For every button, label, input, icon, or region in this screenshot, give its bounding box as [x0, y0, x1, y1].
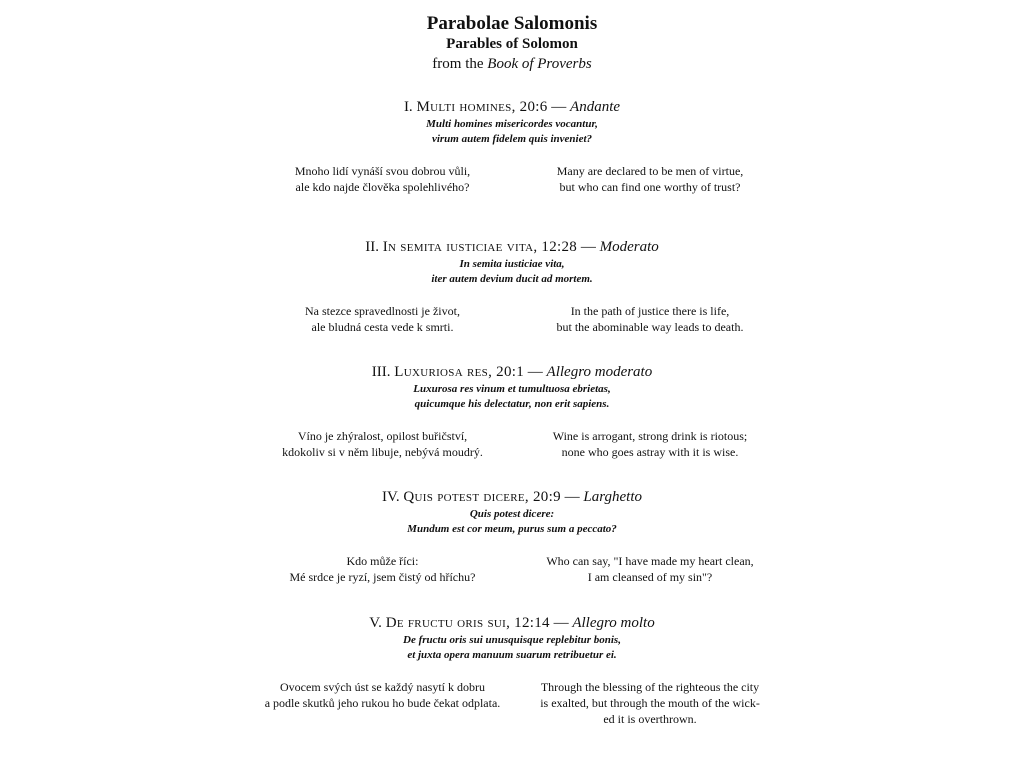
section-numeral: III.	[371, 364, 391, 380]
section-title: De fructu oris sui, 12:14	[385, 615, 550, 631]
english-translation	[500, 679, 800, 727]
page-title: Parabolae Salomonis	[426, 13, 598, 34]
section-dash: —	[580, 239, 596, 255]
latin-line: Quis potest dicere:	[469, 508, 555, 520]
section-tempo: Moderato	[599, 239, 659, 255]
section-heading	[0, 362, 1024, 382]
english-translation	[500, 303, 800, 335]
latin-line: virum autem fidelem quis inveniet?	[431, 133, 593, 145]
english-line: Through the blessing of the righteous the city	[540, 680, 760, 694]
czech-line: Mé srdce je ryzí, jsem čistý od hříchu?	[289, 570, 476, 584]
czech-translation	[230, 679, 535, 711]
czech-line: kdokoliv si v něm libuje, nebývá moudrý.	[282, 445, 483, 459]
czech-translation	[230, 553, 535, 585]
english-line: none who goes astray with it is wise.	[561, 445, 739, 459]
source-prefix: from the	[432, 56, 484, 72]
latin-line: quicumque his delectatur, non erit sapiens.	[414, 398, 610, 410]
page-subtitle: Parables of Solomon	[446, 36, 578, 52]
section-tempo: Allegro molto	[572, 615, 655, 631]
english-line: ed it is overthrown.	[603, 712, 697, 726]
czech-translation	[230, 428, 535, 460]
czech-line: Na stezce spravedlnosti je život,	[305, 304, 460, 318]
section-1	[0, 97, 1024, 213]
latin-line: In semita iusticiae vita,	[459, 258, 565, 270]
section-dash: —	[551, 99, 567, 115]
english-line: I am cleansed of my sin"?	[587, 570, 713, 584]
english-line: is exalted, but through the mouth of the wick-	[540, 696, 760, 710]
section-5	[0, 613, 1024, 729]
czech-line: Kdo může říci:	[346, 554, 419, 568]
czech-line: Mnoho lidí vynáší svou dobrou vůli,	[294, 164, 471, 178]
english-line: but the abominable way leads to death.	[556, 320, 744, 334]
section-4	[0, 487, 1024, 603]
section-title: In semita iusticiae vita, 12:28	[382, 239, 578, 255]
section-dash: —	[527, 364, 543, 380]
english-line: Wine is arrogant, strong drink is riotous;	[552, 429, 748, 443]
english-line: Who can say, "I have made my heart clean,	[546, 554, 754, 568]
section-tempo: Andante	[570, 99, 621, 115]
section-numeral: I.	[403, 99, 413, 115]
section-heading	[0, 237, 1024, 257]
section-title: Multi homines, 20:6	[416, 99, 548, 115]
latin-text	[0, 117, 1024, 147]
latin-line: Luxurosa res vinum et tumultuosa ebrietas,	[413, 383, 611, 395]
czech-translation	[230, 163, 535, 195]
section-numeral: II.	[365, 239, 379, 255]
english-translation	[500, 553, 800, 585]
section-tempo: Larghetto	[583, 489, 642, 505]
section-dash: —	[553, 615, 569, 631]
english-line: but who can find one worthy of trust?	[559, 180, 741, 194]
translations	[0, 303, 1024, 353]
section-3	[0, 362, 1024, 478]
section-title: Quis potest dicere, 20:9	[403, 489, 561, 505]
latin-line: De fructu oris sui unusquisque replebitur bonis,	[403, 634, 621, 646]
english-translation	[500, 428, 800, 460]
section-tempo: Allegro moderato	[546, 364, 653, 380]
english-translation	[500, 163, 800, 195]
czech-line: ale bludná cesta vede k smrti.	[311, 320, 454, 334]
english-line: In the path of justice there is life,	[570, 304, 730, 318]
czech-line: Víno je zhýralost, opilost buřičství,	[297, 429, 468, 443]
translations	[0, 428, 1024, 478]
latin-line: Multi homines misericordes vocantur,	[426, 118, 598, 130]
latin-line: et juxta opera manuum suarum retribuetur ei.	[407, 649, 617, 661]
source-book: Book of Proverbs	[487, 56, 592, 72]
source-line	[0, 54, 1024, 74]
section-heading	[0, 487, 1024, 507]
translations	[0, 679, 1024, 729]
latin-line: iter autem devium ducit ad mortem.	[431, 273, 593, 285]
translations	[0, 553, 1024, 603]
czech-line: Ovocem svých úst se každý nasytí k dobru	[280, 680, 485, 694]
czech-translation	[230, 303, 535, 335]
latin-text	[0, 507, 1024, 537]
section-2	[0, 237, 1024, 353]
translations	[0, 163, 1024, 213]
latin-text	[0, 633, 1024, 663]
latin-text	[0, 257, 1024, 287]
latin-text	[0, 382, 1024, 412]
latin-line: Mundum est cor meum, purus sum a peccato?	[407, 523, 617, 535]
section-dash: —	[564, 489, 580, 505]
page-header	[0, 12, 1024, 74]
section-title: Luxuriosa res, 20:1	[394, 364, 525, 380]
section-numeral: IV.	[381, 489, 400, 505]
section-numeral: V.	[369, 615, 382, 631]
english-line: Many are declared to be men of virtue,	[556, 164, 744, 178]
section-heading	[0, 613, 1024, 633]
czech-line: ale kdo najde člověka spolehlivého?	[295, 180, 470, 194]
section-heading	[0, 97, 1024, 117]
czech-line: a podle skutků jeho rukou ho bude čekat odplata.	[264, 696, 501, 710]
